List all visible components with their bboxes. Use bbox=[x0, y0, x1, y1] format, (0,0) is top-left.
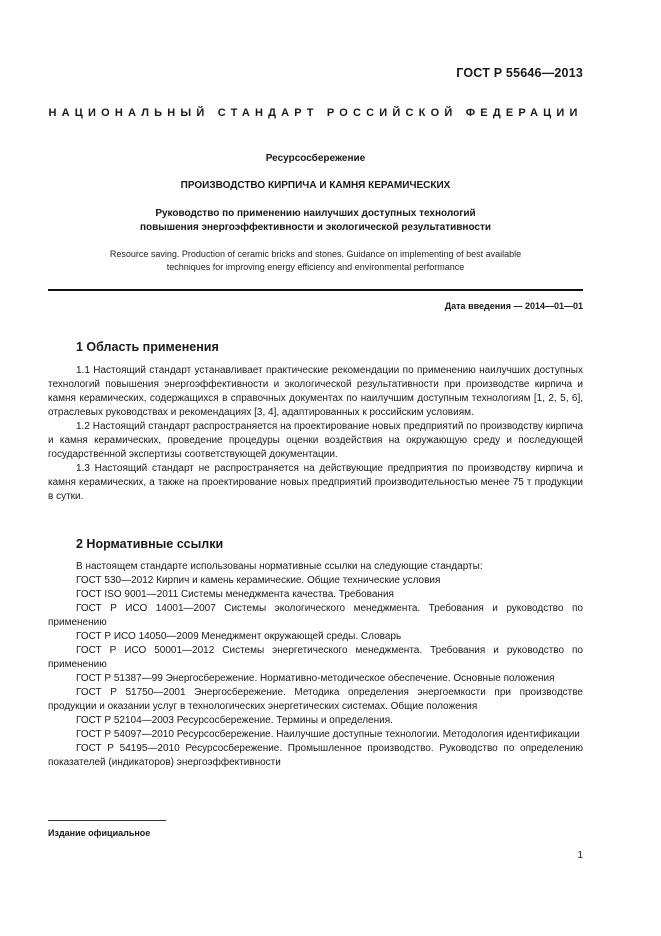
paragraph: В настоящем стандарте использованы нормативные ссылки на следующие стандарты: bbox=[76, 561, 483, 572]
reference-item: ГОСТ Р ИСО 14050—2009 Менеджмент окружающей среды. Словарь bbox=[76, 631, 402, 642]
subtitle-en-line: Resource saving. Production of ceramic bricks and stones. Guidance on implementing of best available bbox=[109, 249, 522, 259]
section-heading: 2 Нормативные ссылки bbox=[76, 537, 224, 551]
document-subject: Ресурсосбережение bbox=[265, 153, 366, 164]
reference-item: ГОСТ Р 51387—99 Энергосбережение. Нормативно-методическое обеспечение. Основные положения bbox=[76, 673, 555, 684]
paragraph: 1.1 Настоящий стандарт устанавливает практические рекомендации по применению наилучших доступных технологий повышения энергоэффективности и экологической результативности при производстве кирпича и камня керамических, содержащихся в справочных документах по наилучшим доступным технологиям [1, 2, 5, 6], отраслевых руководствах и рекомендациях [3, 4], адаптированных к российским условиям. bbox=[48, 365, 583, 418]
title-divider bbox=[48, 289, 583, 291]
paragraph: 1.2 Настоящий стандарт распространяется на проектирование новых предприятий по производству кирпича и камня керамических, проведение процедуры оценки воздействия на окружающую среду и последующей государственной экспертизы соответствующей документации. bbox=[48, 421, 583, 460]
subtitle-en-line: techniques for improving energy efficiency and environmental performance bbox=[166, 262, 465, 272]
footer-divider bbox=[48, 820, 166, 821]
document-subtitle-en bbox=[48, 248, 583, 274]
document-subtitle-ru bbox=[48, 207, 583, 235]
reference-item: ГОСТ 530—2012 Кирпич и камень керамические. Общие технические условия bbox=[76, 575, 441, 586]
page-number: 1 bbox=[577, 850, 583, 861]
subtitle-ru-line: повышения энергоэффективности и экологической результативности bbox=[139, 222, 492, 233]
reference-item: ГОСТ Р ИСО 50001—2012 Системы энергетического менеджмента. Требования и руководство по применению bbox=[48, 645, 583, 670]
reference-item: ГОСТ ISO 9001—2011 Системы менеджмента качества. Требования bbox=[76, 589, 394, 600]
national-standard-heading: НАЦИОНАЛЬНЫЙ СТАНДАРТ РОССИЙСКОЙ ФЕДЕРАЦИИ bbox=[48, 107, 583, 119]
reference-item: ГОСТ Р 54097—2010 Ресурсосбережение. Наилучшие доступные технологии. Методология идентификации bbox=[76, 729, 580, 740]
effective-date: Дата введения — 2014—01—01 bbox=[444, 301, 583, 311]
reference-item: ГОСТ Р 54195—2010 Ресурсосбережение. Промышленное производство. Руководство по определению показателей (индикаторов) энергоэффективности bbox=[48, 743, 583, 768]
section-body bbox=[48, 560, 583, 770]
reference-item: ГОСТ Р 52104—2003 Ресурсосбережение. Термины и определения. bbox=[76, 715, 393, 726]
document-number: ГОСТ Р 55646—2013 bbox=[456, 66, 583, 80]
section-heading: 1 Область применения bbox=[76, 340, 219, 354]
paragraph: 1.3 Настоящий стандарт не распространяется на действующие предприятия по производству кирпича и камня керамических, а также на проектирование новых предприятий производительностью менее 75 т продукции в сутки. bbox=[48, 463, 583, 502]
reference-item: ГОСТ Р 51750—2001 Энергосбережение. Методика определения энергоемкости при производстве продукции и оказании услуг в технологических энергетических системах. Общие положения bbox=[48, 687, 583, 712]
subtitle-ru-line: Руководство по применению наилучших доступных технологий bbox=[155, 208, 476, 219]
reference-item: ГОСТ Р ИСО 14001—2007 Системы экологического менеджмента. Требования и руководство по применению bbox=[48, 603, 583, 628]
official-edition-note: Издание официальное bbox=[48, 828, 151, 838]
section-body bbox=[48, 364, 583, 504]
document-title: ПРОИЗВОДСТВО КИРПИЧА И КАМНЯ КЕРАМИЧЕСКИХ bbox=[180, 180, 451, 191]
